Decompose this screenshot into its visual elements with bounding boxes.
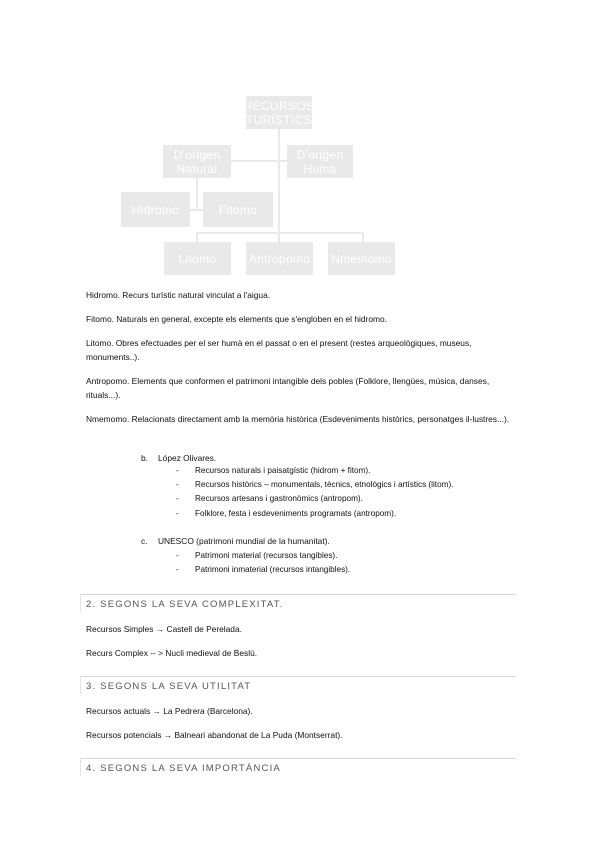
- list-dash: -: [176, 466, 179, 475]
- list-c-title: UNESCO (patrimoni mundial de la humanitat).: [158, 536, 330, 546]
- diagram-node-antropomo: Antropomo: [246, 242, 313, 275]
- list-item-text: Recursos artesans i gastronòmics (antropom).: [195, 494, 363, 503]
- list-item-text: Recursos històrics – monumentals, tècnics, etnològics i artístics (litom).: [195, 480, 454, 489]
- list-dash: -: [176, 509, 179, 518]
- list-dash: -: [176, 480, 179, 489]
- diagram-node-nmemomo: Nmemomo: [328, 242, 395, 275]
- section-heading-utilitat: 3. SEGONS LA SEVA UTILITAT: [80, 676, 516, 694]
- diagram-node-origen-huma: D'origen Humà: [287, 145, 353, 178]
- section-heading-importancia: 4. SEGONS LA SEVA IMPORTÀNCIA: [80, 758, 516, 776]
- definition-litomo: Litomo. Obres efectuades per el ser humà en el passat o en el present (restes arqueològiques, museus, monuments..).: [86, 338, 472, 362]
- list-b-marker: b.: [141, 453, 148, 463]
- list-dash: -: [176, 494, 179, 503]
- list-dash: -: [176, 551, 179, 560]
- section-line: Recursos potencials → Balneari abandonat de La Puda (Montserrat).: [86, 730, 343, 740]
- definition-hidromo: Hidromo. Recurs turístic natural vinculat a l'aigua.: [86, 290, 271, 300]
- list-item-text: Recursos naturals i paisatgístic (hidrom + fitom).: [195, 466, 371, 475]
- definition-antropomo: Antropomo. Elements que conformen el patrimoni intangible dels pobles (Folklore, llengües, música, danses, rituals...).: [86, 376, 490, 400]
- list-item-text: Patrimoni inmaterial (recursos intangibles).: [195, 565, 351, 574]
- diagram-node-fitomo: Fitomo: [203, 192, 273, 227]
- section-heading-complexitat: 2. SEGONS LA SEVA COMPLEXITAT.: [80, 594, 516, 612]
- diagram-node-recursos-turistics: RECURSOS TURÍSTICS: [246, 96, 312, 129]
- diagram-node-litomo: Litomo: [164, 242, 231, 275]
- list-item-text: Folklore, festa i esdeveniments programats (antropom).: [195, 509, 397, 518]
- list-dash: -: [176, 565, 179, 574]
- list-item-text: Patrimoni material (recursos tangibles).: [195, 551, 338, 560]
- section-line: Recursos Simples → Castell de Perelada.: [86, 624, 242, 634]
- section-line: Recursos actuals → La Pedrera (Barcelona).: [86, 706, 253, 716]
- section-line: Recurs Complex -- > Nucli medieval de Beslú.: [86, 648, 258, 658]
- diagram-node-hidromo: Hidromo: [121, 192, 190, 227]
- definition-fitomo: Fitomo. Naturals en general, excepte els elements que s'engloben en el hidromo.: [86, 314, 387, 324]
- definition-nmemomo: Nmemomo. Relacionats directament amb la memòria històrica (Esdeveniments històrics, personatges il-lustres...).: [86, 414, 510, 424]
- diagram-node-origen-natural: D'origen Natural: [163, 145, 231, 178]
- list-c-marker: c.: [141, 536, 148, 546]
- list-b-title: López Olivares.: [158, 453, 217, 463]
